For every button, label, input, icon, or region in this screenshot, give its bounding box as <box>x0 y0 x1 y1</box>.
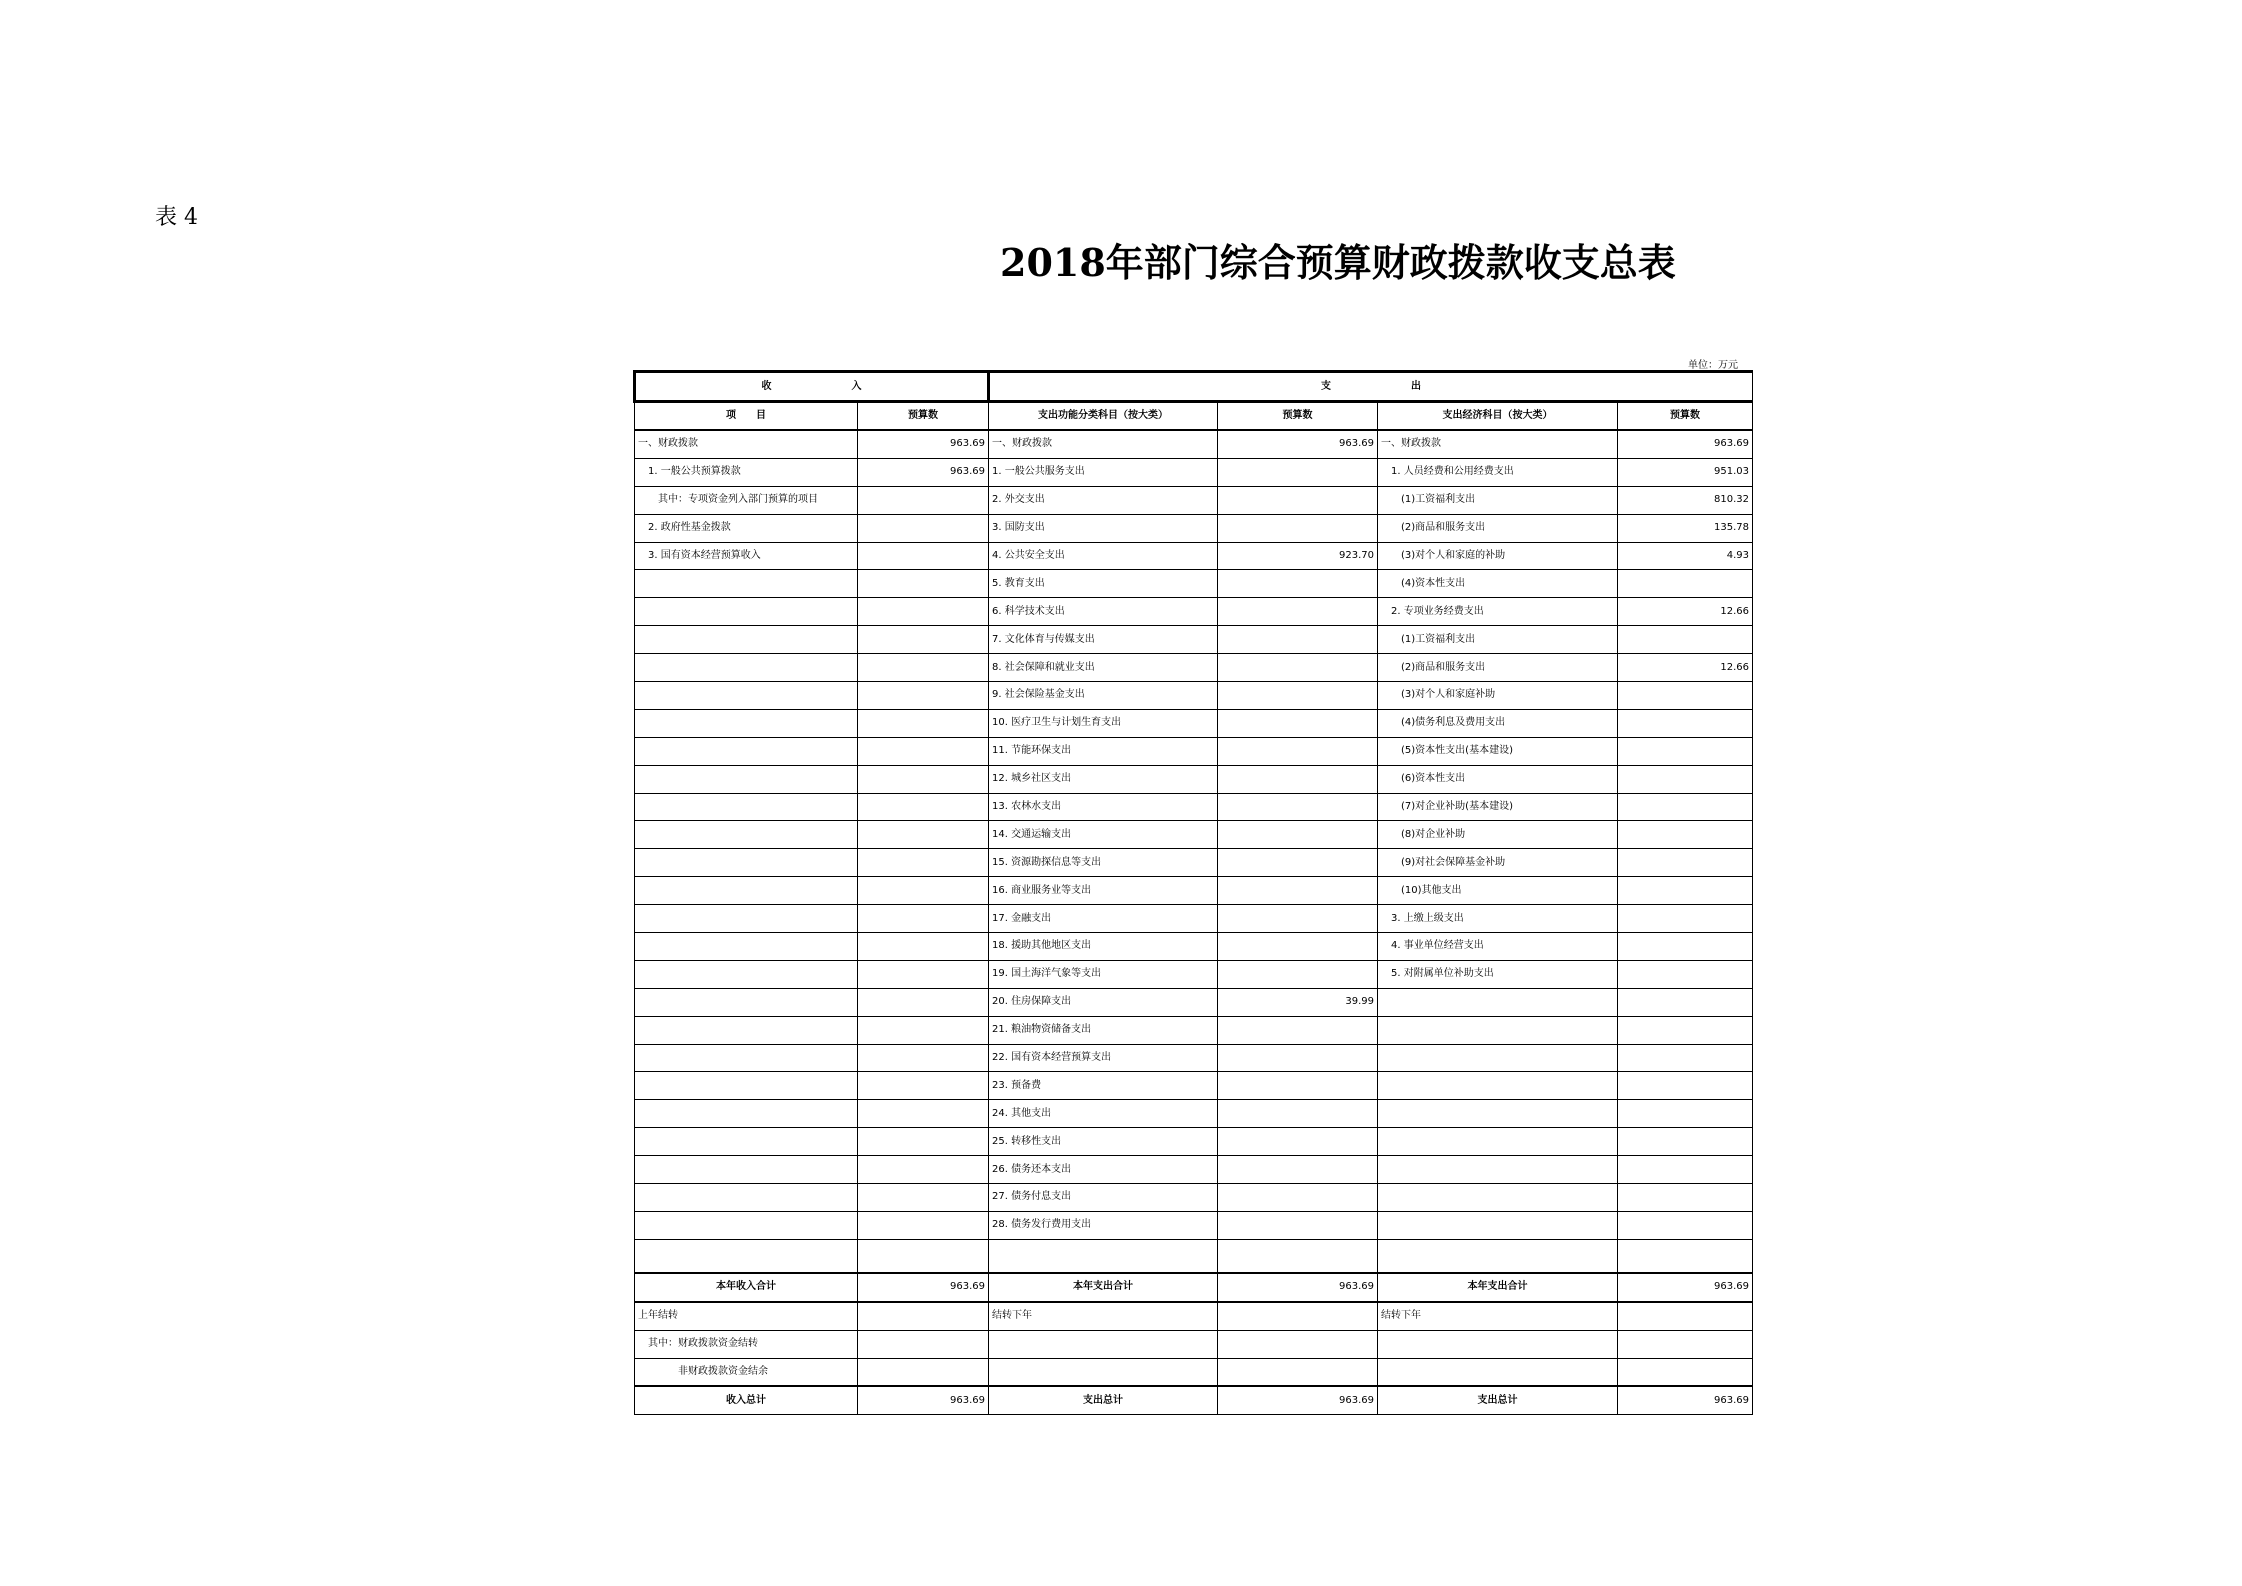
table-row <box>635 877 1753 905</box>
func-amount <box>1218 709 1378 737</box>
func-amount <box>1218 1156 1378 1184</box>
func-item: 28. 债务发行费用支出 <box>989 1211 1218 1239</box>
carry-in-sub2: 非财政拨款资金结余 <box>635 1358 858 1386</box>
expense-section-header: 支 出 <box>989 372 1753 402</box>
econ-item <box>1378 1100 1618 1128</box>
income-item <box>635 1016 858 1044</box>
func-amount <box>1218 737 1378 765</box>
econ-year-total-amount: 963.69 <box>1618 1273 1753 1302</box>
budget-table <box>633 370 1753 1415</box>
econ-item: 3. 上缴上级支出 <box>1378 905 1618 933</box>
table-row <box>635 709 1753 737</box>
col-header-income-budget: 预算数 <box>858 402 989 431</box>
col-header-econ-budget: 预算数 <box>1618 402 1753 431</box>
income-amount <box>858 1156 989 1184</box>
income-item: 3. 国有资本经营预算收入 <box>635 542 858 570</box>
econ-year-total-label: 本年支出合计 <box>1378 1273 1618 1302</box>
income-amount <box>858 709 989 737</box>
income-amount <box>858 821 989 849</box>
table-row <box>635 1184 1753 1212</box>
econ-item: (8)对企业补助 <box>1378 821 1618 849</box>
income-grand-total-amount: 963.69 <box>858 1386 989 1414</box>
func-item: 16. 商业服务业等支出 <box>989 877 1218 905</box>
econ-amount <box>1618 821 1753 849</box>
func-amount <box>1218 458 1378 486</box>
func-amount <box>1218 1128 1378 1156</box>
func-amount <box>1218 765 1378 793</box>
econ-item <box>1378 988 1618 1016</box>
carry-sub-row <box>635 1330 1753 1358</box>
table-row <box>635 682 1753 710</box>
income-item <box>635 988 858 1016</box>
income-amount: 963.69 <box>858 458 989 486</box>
func-item: 21. 粮油物资储备支出 <box>989 1016 1218 1044</box>
func-amount <box>1218 570 1378 598</box>
econ-item: (7)对企业补助(基本建设) <box>1378 793 1618 821</box>
carry-out-econ-label: 结转下年 <box>1378 1302 1618 1330</box>
econ-item: (4)资本性支出 <box>1378 570 1618 598</box>
econ-amount: 12.66 <box>1618 654 1753 682</box>
func-grand-total-amount: 963.69 <box>1218 1386 1378 1414</box>
income-item <box>635 821 858 849</box>
income-item <box>635 598 858 626</box>
income-amount <box>858 654 989 682</box>
col-header-func-budget: 预算数 <box>1218 402 1378 431</box>
econ-amount <box>1618 1016 1753 1044</box>
econ-item: (4)债务利息及费用支出 <box>1378 709 1618 737</box>
income-amount <box>858 905 989 933</box>
func-item: 13. 农林水支出 <box>989 793 1218 821</box>
econ-item: 2. 专项业务经费支出 <box>1378 598 1618 626</box>
econ-item: (1)工资福利支出 <box>1378 626 1618 654</box>
func-amount <box>1218 905 1378 933</box>
table-row <box>635 737 1753 765</box>
table-row <box>635 654 1753 682</box>
econ-amount <box>1618 1044 1753 1072</box>
income-year-total-label: 本年收入合计 <box>635 1273 858 1302</box>
func-item: 27. 债务付息支出 <box>989 1184 1218 1212</box>
econ-item <box>1378 1016 1618 1044</box>
income-amount <box>858 1044 989 1072</box>
func-item: 25. 转移性支出 <box>989 1128 1218 1156</box>
income-item <box>635 1100 858 1128</box>
func-item: 1. 一般公共服务支出 <box>989 458 1218 486</box>
spacer-row <box>635 1239 1753 1273</box>
econ-item <box>1378 1211 1618 1239</box>
income-item <box>635 682 858 710</box>
econ-amount <box>1618 709 1753 737</box>
income-amount <box>858 793 989 821</box>
carry-in-sub1: 其中：财政拨款资金结转 <box>635 1330 858 1358</box>
col-header-func: 支出功能分类科目（按大类） <box>989 402 1218 431</box>
func-amount <box>1218 877 1378 905</box>
col-header-item: 项 目 <box>635 402 858 431</box>
func-year-total-amount: 963.69 <box>1218 1273 1378 1302</box>
func-amount <box>1218 1211 1378 1239</box>
income-item <box>635 1156 858 1184</box>
func-amount <box>1218 514 1378 542</box>
func-amount <box>1218 1184 1378 1212</box>
func-item: 15. 资源勘探信息等支出 <box>989 849 1218 877</box>
table-row <box>635 821 1753 849</box>
econ-amount <box>1618 877 1753 905</box>
income-amount <box>858 1072 989 1100</box>
econ-amount <box>1618 960 1753 988</box>
carry-sub-row <box>635 1358 1753 1386</box>
income-item <box>635 1211 858 1239</box>
income-item <box>635 1072 858 1100</box>
func-item: 2. 外交支出 <box>989 486 1218 514</box>
func-amount <box>1218 793 1378 821</box>
table-row <box>635 765 1753 793</box>
func-item: 22. 国有资本经营预算支出 <box>989 1044 1218 1072</box>
econ-amount: 135.78 <box>1618 514 1753 542</box>
table-row <box>635 598 1753 626</box>
carry-out-func-label: 结转下年 <box>989 1302 1218 1330</box>
func-amount <box>1218 486 1378 514</box>
econ-amount <box>1618 905 1753 933</box>
econ-amount <box>1618 1184 1753 1212</box>
func-amount <box>1218 654 1378 682</box>
income-amount <box>858 570 989 598</box>
func-item: 11. 节能环保支出 <box>989 737 1218 765</box>
func-amount: 963.69 <box>1218 430 1378 458</box>
econ-amount <box>1618 1128 1753 1156</box>
func-year-total-label: 本年支出合计 <box>989 1273 1218 1302</box>
income-amount <box>858 737 989 765</box>
year-total-row <box>635 1273 1753 1302</box>
econ-amount: 951.03 <box>1618 458 1753 486</box>
econ-grand-total-amount: 963.69 <box>1618 1386 1753 1414</box>
table-number-label: 表 4 <box>155 205 198 230</box>
carry-in-label: 上年结转 <box>635 1302 858 1330</box>
table-row <box>635 1044 1753 1072</box>
econ-item: (2)商品和服务支出 <box>1378 514 1618 542</box>
func-amount <box>1218 626 1378 654</box>
income-amount <box>858 933 989 961</box>
func-amount <box>1218 933 1378 961</box>
income-amount <box>858 849 989 877</box>
carry-row <box>635 1302 1753 1330</box>
func-amount <box>1218 1016 1378 1044</box>
func-item: 19. 国土海洋气象等支出 <box>989 960 1218 988</box>
table-row <box>635 988 1753 1016</box>
func-item: 10. 医疗卫生与计划生育支出 <box>989 709 1218 737</box>
func-amount <box>1218 849 1378 877</box>
table-row <box>635 933 1753 961</box>
econ-amount <box>1618 793 1753 821</box>
econ-item: (3)对个人和家庭补助 <box>1378 682 1618 710</box>
income-item: 一、财政拨款 <box>635 430 858 458</box>
econ-item: 5. 对附属单位补助支出 <box>1378 960 1618 988</box>
income-item: 2. 政府性基金拨款 <box>635 514 858 542</box>
func-amount <box>1218 960 1378 988</box>
income-amount <box>858 1016 989 1044</box>
func-amount: 923.70 <box>1218 542 1378 570</box>
func-amount <box>1218 1072 1378 1100</box>
func-grand-total-label: 支出总计 <box>989 1386 1218 1414</box>
income-item <box>635 793 858 821</box>
func-item: 26. 债务还本支出 <box>989 1156 1218 1184</box>
table-row <box>635 626 1753 654</box>
table-row <box>635 793 1753 821</box>
unit-label: 单位：万元 <box>1688 360 1738 371</box>
income-amount <box>858 1128 989 1156</box>
econ-amount <box>1618 626 1753 654</box>
income-amount <box>858 960 989 988</box>
func-item: 14. 交通运输支出 <box>989 821 1218 849</box>
econ-amount <box>1618 988 1753 1016</box>
func-item: 7. 文化体育与传媒支出 <box>989 626 1218 654</box>
income-section-header: 收 入 <box>635 372 989 402</box>
econ-grand-total-label: 支出总计 <box>1378 1386 1618 1414</box>
income-item <box>635 654 858 682</box>
table-row <box>635 430 1753 458</box>
func-amount <box>1218 682 1378 710</box>
func-item: 9. 社会保险基金支出 <box>989 682 1218 710</box>
econ-item: 1. 人员经费和公用经费支出 <box>1378 458 1618 486</box>
income-amount <box>858 1184 989 1212</box>
func-item: 8. 社会保障和就业支出 <box>989 654 1218 682</box>
func-item: 6. 科学技术支出 <box>989 598 1218 626</box>
income-item <box>635 960 858 988</box>
func-amount <box>1218 1044 1378 1072</box>
econ-amount <box>1618 765 1753 793</box>
income-amount <box>858 486 989 514</box>
func-amount <box>1218 1100 1378 1128</box>
func-item: 3. 国防支出 <box>989 514 1218 542</box>
income-amount <box>858 1100 989 1128</box>
income-item <box>635 626 858 654</box>
econ-item: (6)资本性支出 <box>1378 765 1618 793</box>
grand-total-row <box>635 1386 1753 1414</box>
econ-item: 一、财政拨款 <box>1378 430 1618 458</box>
table-row <box>635 1211 1753 1239</box>
func-amount <box>1218 598 1378 626</box>
income-grand-total-label: 收入总计 <box>635 1386 858 1414</box>
income-item <box>635 765 858 793</box>
econ-amount: 810.32 <box>1618 486 1753 514</box>
func-item: 24. 其他支出 <box>989 1100 1218 1128</box>
table-row <box>635 1128 1753 1156</box>
column-header-row <box>635 402 1753 431</box>
table-row <box>635 849 1753 877</box>
income-amount: 963.69 <box>858 430 989 458</box>
income-item <box>635 1128 858 1156</box>
income-amount <box>858 682 989 710</box>
income-item <box>635 570 858 598</box>
table-row <box>635 514 1753 542</box>
econ-amount <box>1618 933 1753 961</box>
econ-amount <box>1618 1211 1753 1239</box>
table-row <box>635 960 1753 988</box>
income-item <box>635 905 858 933</box>
func-amount: 39.99 <box>1218 988 1378 1016</box>
func-amount <box>1218 821 1378 849</box>
econ-item: (9)对社会保障基金补助 <box>1378 849 1618 877</box>
econ-item: 4. 事业单位经营支出 <box>1378 933 1618 961</box>
econ-amount <box>1618 1072 1753 1100</box>
table-row <box>635 1072 1753 1100</box>
econ-amount <box>1618 570 1753 598</box>
econ-item: (1)工资福利支出 <box>1378 486 1618 514</box>
income-year-total-amount: 963.69 <box>858 1273 989 1302</box>
econ-item: (2)商品和服务支出 <box>1378 654 1618 682</box>
econ-amount <box>1618 1100 1753 1128</box>
table-row <box>635 570 1753 598</box>
econ-amount: 12.66 <box>1618 598 1753 626</box>
income-amount <box>858 598 989 626</box>
econ-amount <box>1618 737 1753 765</box>
econ-amount <box>1618 849 1753 877</box>
income-amount <box>858 1211 989 1239</box>
func-item: 5. 教育支出 <box>989 570 1218 598</box>
table-row <box>635 1100 1753 1128</box>
section-header-row <box>635 372 1753 402</box>
page-title: 2018年部门综合预算财政拨款收支总表 <box>1000 240 1676 285</box>
func-item: 20. 住房保障支出 <box>989 988 1218 1016</box>
table-row <box>635 542 1753 570</box>
table-row <box>635 486 1753 514</box>
func-item: 一、财政拨款 <box>989 430 1218 458</box>
econ-item <box>1378 1128 1618 1156</box>
col-header-econ: 支出经济科目（按大类） <box>1378 402 1618 431</box>
func-item: 4. 公共安全支出 <box>989 542 1218 570</box>
table-row <box>635 905 1753 933</box>
income-item: 1. 一般公共预算拨款 <box>635 458 858 486</box>
income-amount <box>858 765 989 793</box>
income-amount <box>858 542 989 570</box>
income-amount <box>858 877 989 905</box>
func-item: 18. 援助其他地区支出 <box>989 933 1218 961</box>
income-amount <box>858 988 989 1016</box>
func-item: 17. 金融支出 <box>989 905 1218 933</box>
econ-item <box>1378 1072 1618 1100</box>
econ-amount <box>1618 1156 1753 1184</box>
income-item <box>635 737 858 765</box>
income-item <box>635 849 858 877</box>
income-item <box>635 1044 858 1072</box>
income-amount <box>858 514 989 542</box>
econ-amount <box>1618 682 1753 710</box>
table-row <box>635 458 1753 486</box>
econ-amount: 963.69 <box>1618 430 1753 458</box>
econ-item: (3)对个人和家庭的补助 <box>1378 542 1618 570</box>
table-row <box>635 1016 1753 1044</box>
income-item <box>635 877 858 905</box>
income-item <box>635 1184 858 1212</box>
econ-item <box>1378 1156 1618 1184</box>
income-item <box>635 933 858 961</box>
econ-item: (5)资本性支出(基本建设) <box>1378 737 1618 765</box>
econ-amount: 4.93 <box>1618 542 1753 570</box>
func-item: 12. 城乡社区支出 <box>989 765 1218 793</box>
table-row <box>635 1156 1753 1184</box>
econ-item <box>1378 1184 1618 1212</box>
func-item: 23. 预备费 <box>989 1072 1218 1100</box>
econ-item: (10)其他支出 <box>1378 877 1618 905</box>
income-amount <box>858 626 989 654</box>
income-item <box>635 709 858 737</box>
econ-item <box>1378 1044 1618 1072</box>
income-item: 其中：专项资金列入部门预算的项目 <box>635 486 858 514</box>
